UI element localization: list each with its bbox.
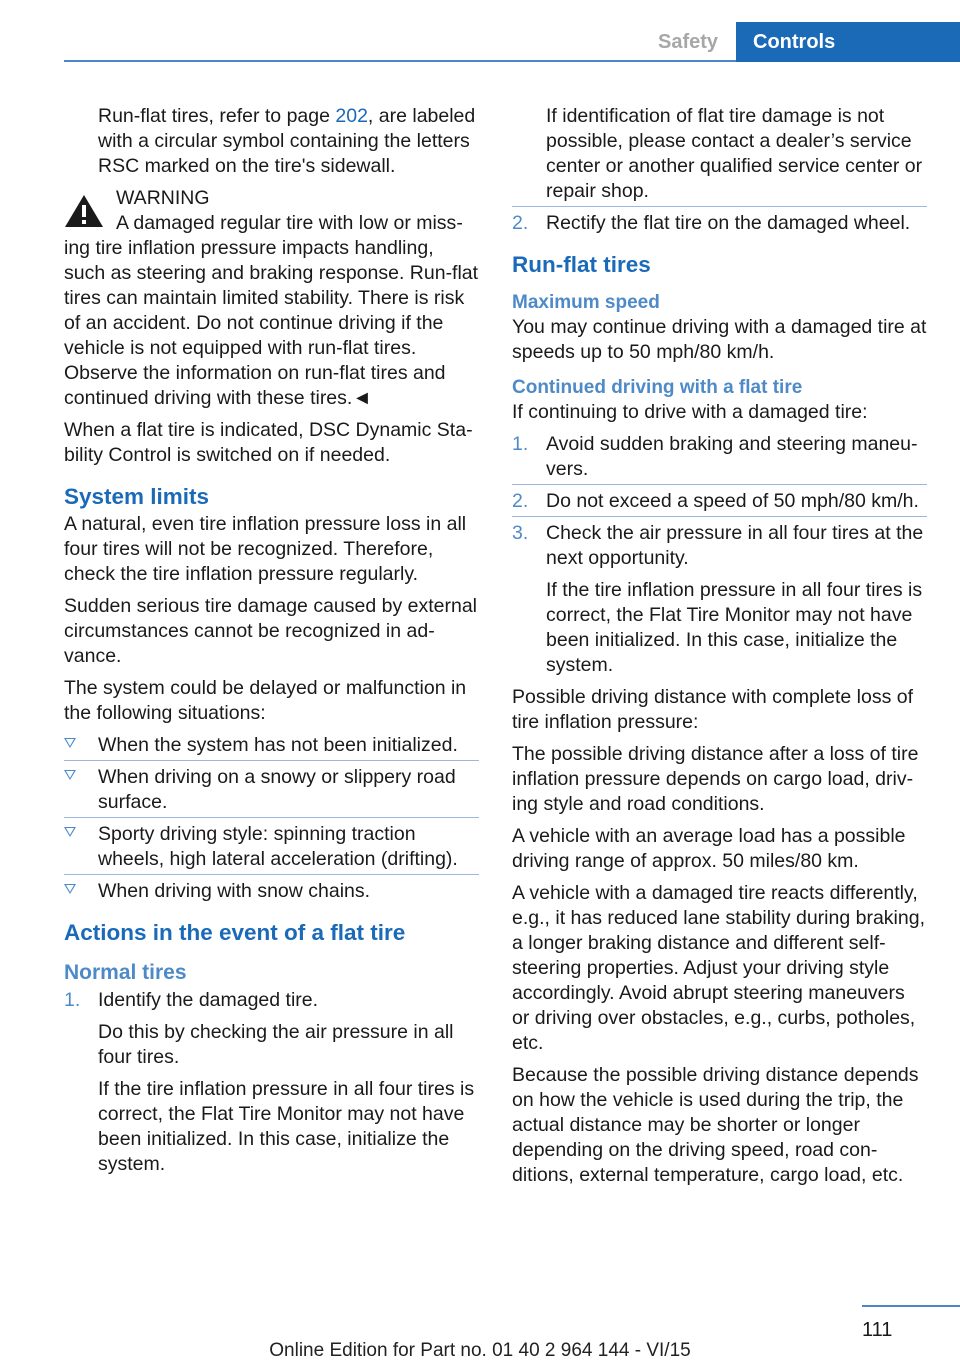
step-item — [512, 521, 927, 678]
distance-depends-paragraph: The possible driving distance after a loss of tire inflation pressure depends on cargo load, driving style and road conditions. — [512, 743, 919, 815]
edition-footer: Online Edition for Part no. 01 40 2 964 144 - VI/15 — [269, 1340, 691, 1361]
page-number: 111 — [862, 1319, 893, 1341]
step-number: 1. — [64, 989, 81, 1011]
damaged-tire-reacts-paragraph: A vehicle with a damaged tire reacts differently, e.g., it has reduced lane stability during braking, a longer braking distance and different self-steering properties. Adjust your driving style accordingly. Avoid abrupt steering maneuvers or driving over obstacles, e.g., curbs, potholes, etc. — [512, 882, 925, 1054]
footer-rule — [862, 1305, 960, 1307]
list-item: When driving on a snowy or slippery road surface. — [64, 765, 479, 815]
distance-varies-paragraph: Because the possible driving distance depends on how the vehicle is used during the trip, the actual distance may be shorter or longer depending on the driving speed, road conditions, external temperature, cargo load, etc. — [512, 1064, 919, 1186]
continued-driving-intro: If continuing to drive with a damaged tire: — [512, 401, 868, 423]
system-limits-paragraph-3: The system could be delayed or malfunction in the following situations: — [64, 677, 467, 724]
warning-text: A damaged regular tire with low or missing tire inflation pressure impacts handling, such as steering and braking response. Run-flat tires can maintain limited stability. There is risk of an accident. Do not continue driving if the vehicle is not equipped with run-flat tires. Observe the information on run-flat tires and continued driving with these tires.◄ — [64, 212, 479, 409]
step-item — [512, 211, 927, 236]
triangle-bullet-icon — [64, 770, 76, 780]
normal-tires-steps-continued — [512, 104, 927, 236]
continued-driving-heading: Continued driving with a flat tire — [512, 377, 803, 398]
list-item: Sporty driving style: spinning traction wheels, high lateral acceleration (drifting). — [64, 822, 479, 872]
step-item — [512, 489, 927, 514]
continued-driving-steps — [512, 432, 927, 678]
step-number: 2. — [512, 212, 529, 234]
left-column — [64, 104, 479, 1184]
warning-block — [64, 186, 479, 411]
maximum-speed-heading: Maximum speed — [512, 292, 660, 313]
warning-title: WARNING — [116, 187, 210, 209]
page-header — [0, 0, 960, 62]
section-tab-safety[interactable]: Safety — [657, 31, 719, 53]
actions-flat-tire-heading: Actions in the event of a flat tire — [64, 920, 406, 945]
step-item — [512, 104, 927, 204]
step-detail: If the tire inflation pressure in all four tires is correct, the Flat Tire Monitor may not have been initialized. In this case, initialize the system. — [98, 1078, 475, 1175]
step-detail: Do this by checking the air pressure in all four tires. — [98, 1021, 454, 1068]
dsc-paragraph: When a flat tire is indicated, DSC Dynamic Stability Control is switched on if needed. — [64, 419, 473, 466]
warning-triangle-icon — [64, 194, 104, 228]
step-item — [512, 432, 927, 482]
system-limits-paragraph-1: A natural, even tire inflation pressure loss in all four tires will not be recognized. Therefore, check the tire inflation pressure regularly. — [64, 513, 467, 585]
step-number: 1. — [512, 433, 529, 455]
runflat-tires-heading: Run-flat tires — [512, 252, 651, 277]
step-text: Identify the damaged tire. — [98, 989, 319, 1011]
average-load-paragraph: A vehicle with an average load has a possible driving range of approx. 50 miles/80 km. — [512, 825, 906, 872]
maximum-speed-paragraph: You may continue driving with a damaged tire at speeds up to 50 mph/80 km/h. — [512, 316, 927, 363]
normal-tires-steps — [64, 988, 479, 1177]
triangle-bullet-icon — [64, 738, 76, 748]
step-text: Check the air pressure in all four tires at the next opportunity. — [546, 522, 924, 569]
right-column — [512, 104, 927, 1195]
step-detail: If the tire inflation pressure in all four tires is correct, the Flat Tire Monitor may not have been initialized. In this case, initialize the system. — [546, 579, 923, 676]
header-rule — [64, 60, 736, 62]
distance-intro-paragraph: Possible driving distance with complete loss of tire inflation pressure: — [512, 686, 914, 733]
page-202-link[interactable]: 202 — [335, 105, 368, 127]
runflat-intro-paragraph: Run-flat tires, refer to page 202, are labeled with a circular symbol containing the letters RSC marked on the tire's sidewall. — [98, 105, 476, 177]
step-number: 3. — [512, 522, 529, 544]
system-limits-paragraph-2: Sudden serious tire damage caused by external circumstances cannot be recognized in advance. — [64, 595, 478, 667]
step-detail: If identification of flat tire damage is not possible, please contact a dealer’s service center or another qualified service center or repair shop. — [546, 105, 923, 202]
system-limits-list — [64, 733, 479, 904]
normal-tires-heading: Normal tires — [64, 961, 187, 984]
triangle-bullet-icon — [64, 827, 76, 837]
section-tab-controls[interactable]: Controls — [736, 22, 960, 62]
step-number: 2. — [512, 490, 529, 512]
step-text: Do not exceed a speed of 50 mph/80 km/h. — [546, 490, 919, 512]
step-text: Rectify the flat tire on the damaged wheel. — [546, 212, 911, 234]
system-limits-heading: System limits — [64, 484, 210, 509]
step-text: Avoid sudden braking and steering maneuvers. — [546, 433, 918, 480]
list-item: When the system has not been initialized. — [64, 733, 479, 758]
list-item: When driving with snow chains. — [64, 879, 479, 904]
triangle-bullet-icon — [64, 884, 76, 894]
step-item — [64, 988, 479, 1177]
